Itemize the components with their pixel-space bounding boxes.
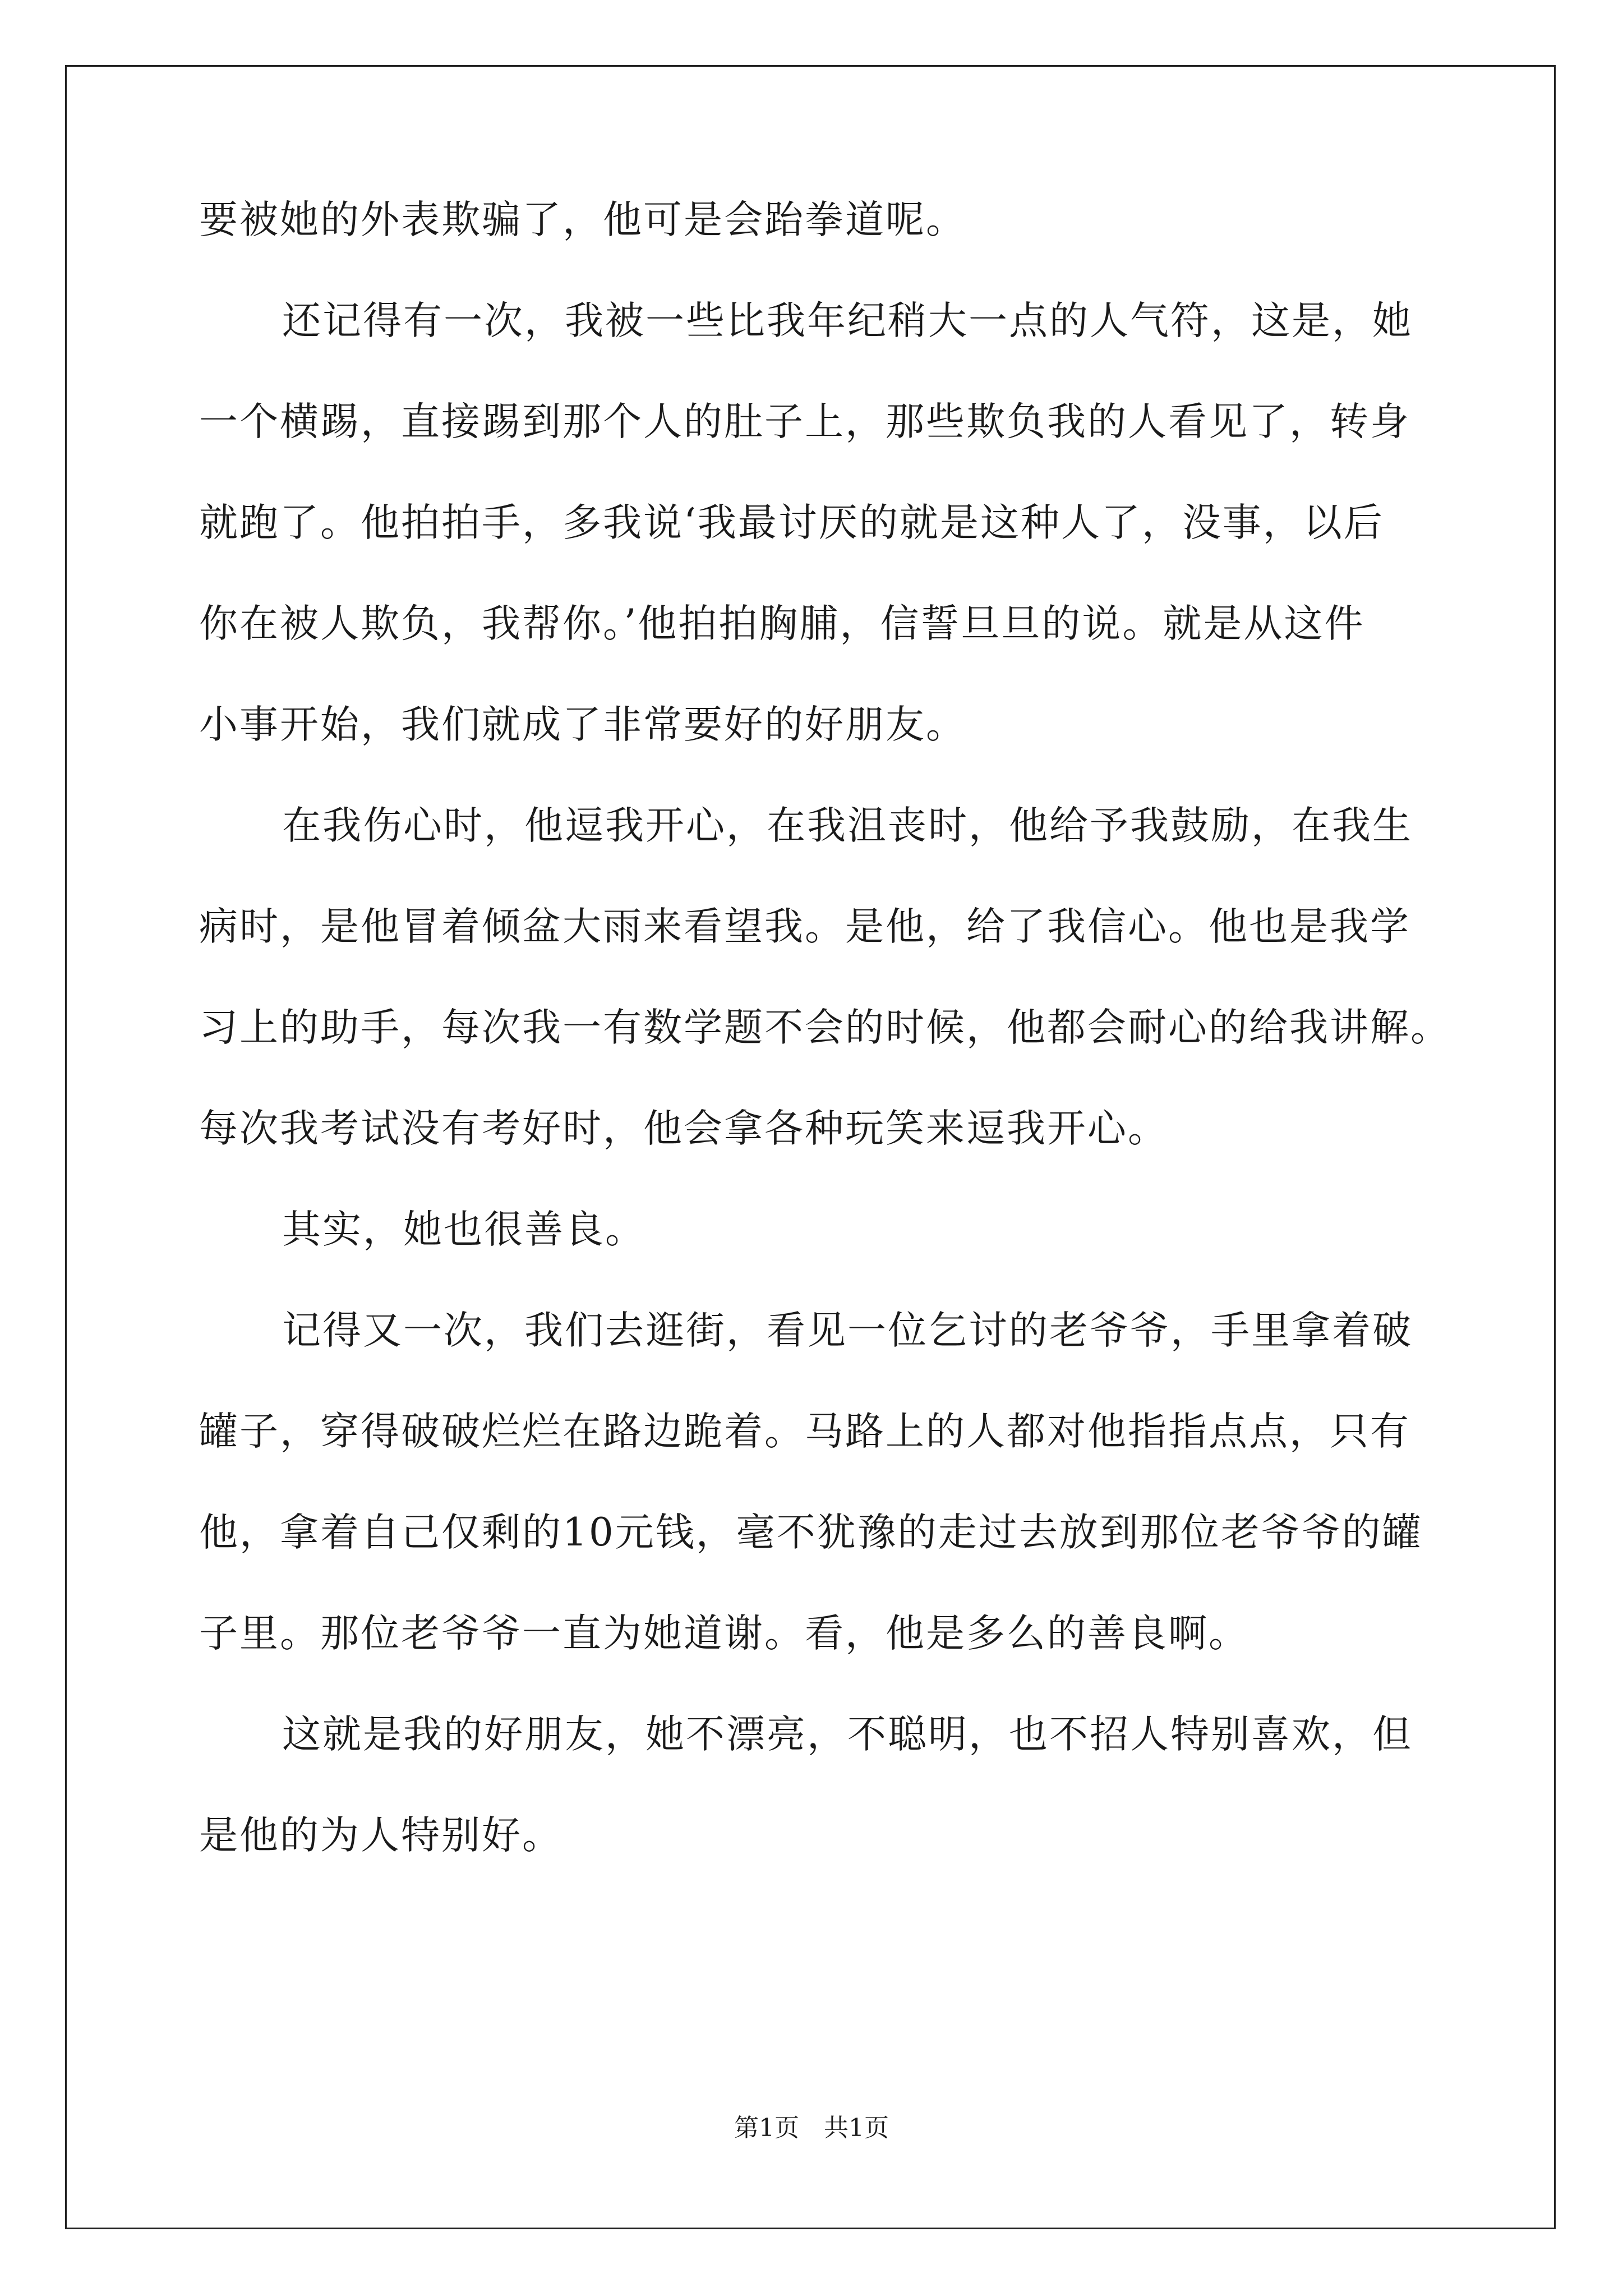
- text-line: 罐子，穿得破破烂烂在路边跪着。马路上的人都对他指指点点，只有: [199, 1409, 1410, 1454]
- paragraph-start-line: 其实，她也很善良。: [282, 1207, 645, 1252]
- text-line: 习上的助手，每次我一有数学题不会的时候，他都会耐心的给我讲解。: [199, 1005, 1451, 1050]
- text-line: 他，拿着自己仅剩的10元钱，毫不犹豫的走过去放到那位老爷爷的罐: [199, 1510, 1423, 1555]
- paragraph-start-line: 在我伤心时，他逗我开心，在我沮丧时，他给予我鼓励，在我生: [282, 803, 1413, 848]
- text-line: 就跑了。他拍拍手，多我说‘我最讨厌的就是这种人了，没事，以后: [199, 500, 1384, 545]
- text-line: 每次我考试没有考好时，他会拿各种玩笑来逗我开心。: [199, 1106, 1168, 1151]
- text-line: 子里。那位老爷爷一直为她道谢。看，他是多么的善良啊。: [199, 1611, 1249, 1656]
- text-line: 你在被人欺负，我帮你。’他拍拍胸脯，信誓旦旦的说。就是从这件: [199, 601, 1365, 646]
- text-line: 一个横踢，直接踢到那个人的肚子上，那些欺负我的人看见了，转身: [199, 399, 1410, 444]
- paragraph-start-line: 还记得有一次，我被一些比我年纪稍大一点的人气符，这是，她: [282, 298, 1413, 343]
- text-line: 是他的为人特别好。: [199, 1813, 562, 1858]
- page-number-footer: 第1页 共1页: [734, 2114, 889, 2142]
- paragraph-start-line: 这就是我的好朋友，她不漂亮，不聪明，也不招人特别喜欢，但: [282, 1712, 1413, 1757]
- text-line: 小事开始，我们就成了非常要好的好朋友。: [199, 702, 966, 747]
- text-line: 病时，是他冒着倾盆大雨来看望我。是他，给了我信心。他也是我学: [199, 904, 1410, 949]
- text-line: 要被她的外表欺骗了，他可是会跆拳道呢。: [199, 197, 966, 242]
- paragraph-start-line: 记得又一次，我们去逛街，看见一位乞讨的老爷爷，手里拿着破: [282, 1308, 1413, 1353]
